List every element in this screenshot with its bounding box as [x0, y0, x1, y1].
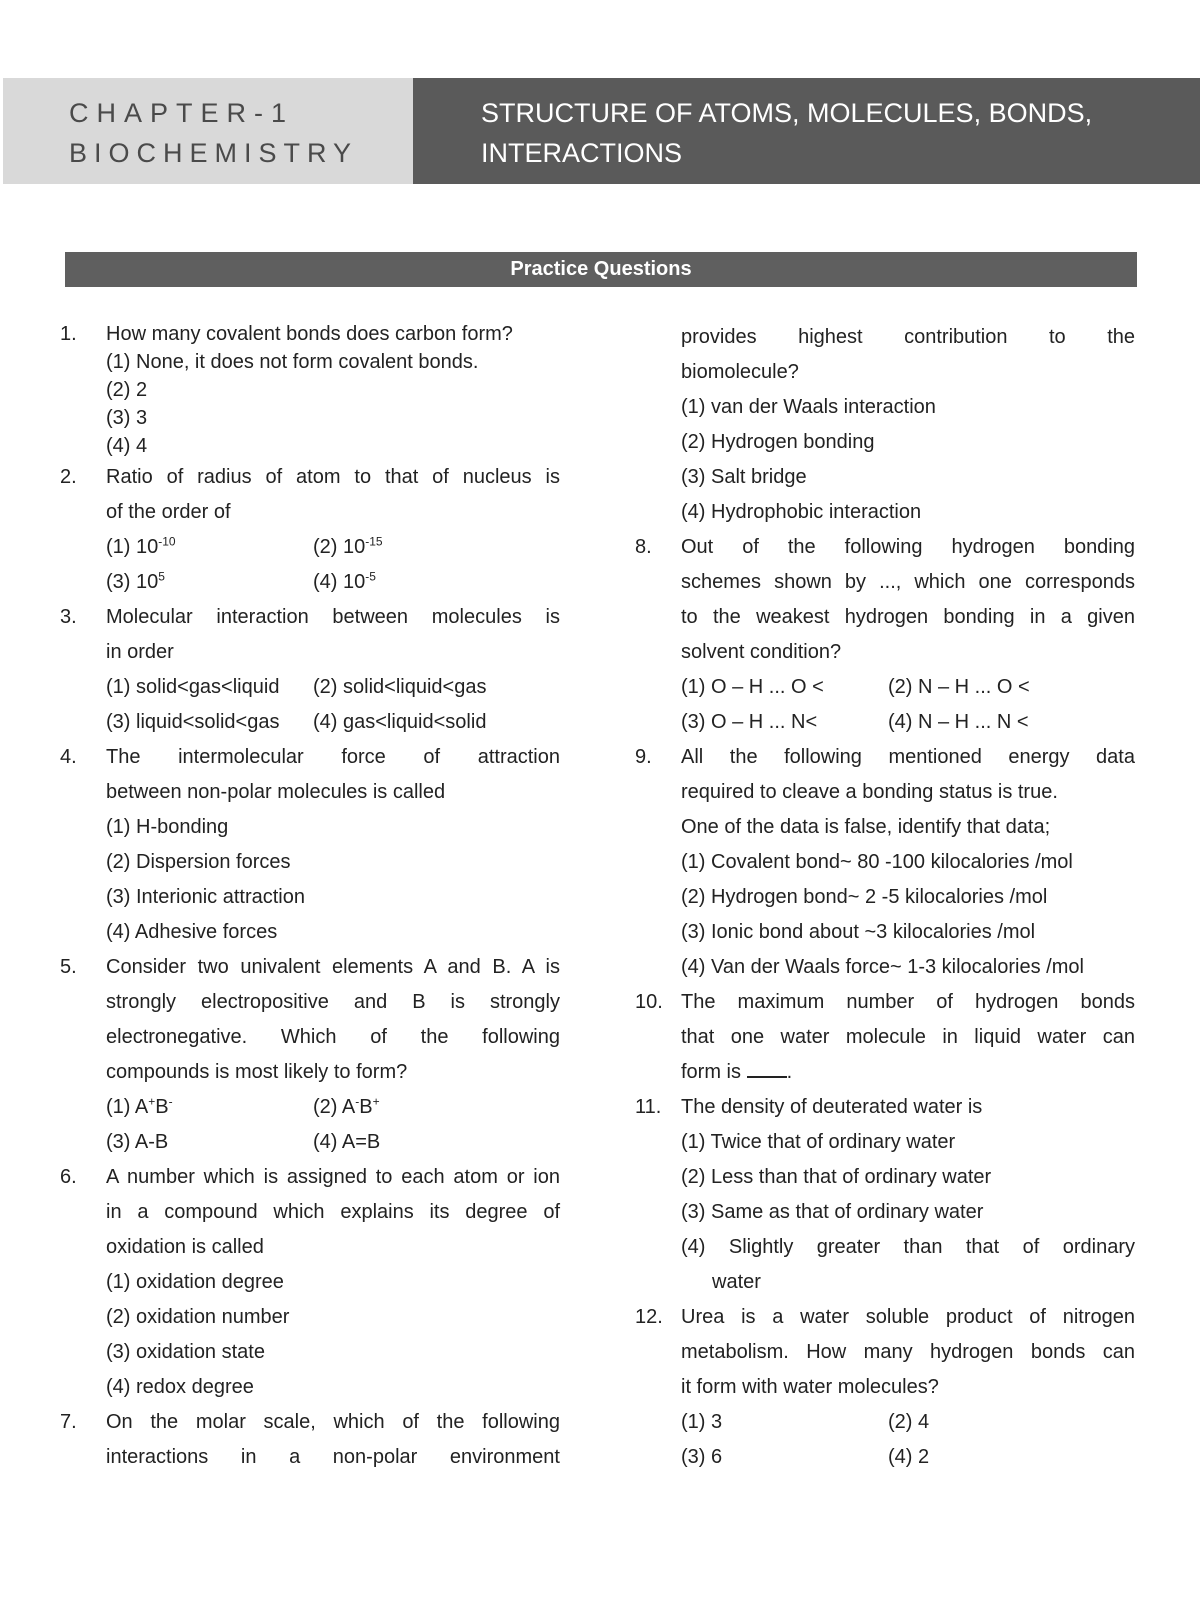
option-2: (2) Hydrogen bond~ 2 -5 kilocalories /mol — [681, 886, 1048, 908]
question-text: How many covalent bonds does carbon form? — [106, 323, 513, 345]
option-2: (2) A-B+ — [313, 1094, 380, 1118]
question-text: A number which is assigned to each atom or ion — [106, 1166, 560, 1188]
option-1: (1) Twice that of ordinary water — [681, 1131, 956, 1153]
question-text-cont: in a compound which explains its degree of — [106, 1201, 560, 1223]
option-1: (1) O – H ... O < — [681, 676, 824, 698]
question-text-cont: interactions in a non-polar environment — [106, 1446, 560, 1468]
option-3: (3) liquid<solid<gas — [106, 711, 280, 733]
option-3: (3) Salt bridge — [681, 466, 807, 488]
option-4: (4) Hydrophobic interaction — [681, 501, 922, 523]
chapter-label-box — [3, 78, 413, 184]
option-3: (3) Interionic attraction — [106, 886, 305, 908]
question-number: 2. — [60, 466, 77, 488]
question-9 — [635, 740, 1135, 985]
option-1: (1) A+B- — [106, 1094, 173, 1118]
option-2: (2) Less than that of ordinary water — [681, 1166, 992, 1188]
question-text: The density of deuterated water is — [681, 1096, 983, 1118]
question-text: Molecular interaction between molecules is — [106, 606, 560, 628]
question-text-cont: strongly electropositive and B is strongly — [106, 991, 560, 1013]
option-4: (4) $10^{-5}$ — [313, 569, 376, 593]
question-text-cont: electronegative. Which of the following — [106, 1026, 560, 1048]
option-2: (2) 4 — [888, 1411, 930, 1433]
option-1: (1) 3 — [681, 1411, 723, 1433]
chapter-subject: BIOCHEMISTRY — [69, 138, 359, 168]
left-column — [60, 320, 560, 1475]
question-1 — [60, 320, 560, 460]
option-4: (4) 2 — [888, 1446, 930, 1468]
option-1: (1) None, it does not form covalent bonds. — [106, 351, 479, 373]
question-text-cont: it form with water molecules? — [681, 1376, 939, 1398]
option-1: (1) van der Waals interaction — [681, 396, 936, 418]
question-number: 10. — [635, 991, 663, 1013]
question-text: The maximum number of hydrogen bonds — [681, 991, 1135, 1013]
option-1: (1) $10^{-10}$ — [106, 534, 176, 558]
question-text-cont: to the weakest hydrogen bonding in a given — [681, 606, 1135, 628]
option-4: (4) redox degree — [106, 1376, 254, 1398]
question-8 — [635, 530, 1135, 740]
section-banner: Practice Questions — [65, 252, 1137, 287]
question-12 — [635, 1300, 1135, 1475]
question-number: 7. — [60, 1411, 77, 1433]
question-6 — [60, 1160, 560, 1405]
option-3: (3) A-B — [106, 1131, 169, 1153]
option-4: (4) gas<liquid<solid — [313, 711, 487, 733]
question-number: 4. — [60, 746, 77, 768]
option-3: (3) O – H ... N< — [681, 711, 818, 733]
question-7-continued — [635, 320, 1135, 530]
option-2: (2) oxidation number — [106, 1306, 290, 1328]
question-text-cont: biomolecule? — [681, 361, 799, 383]
option-4: (4) 4 — [106, 435, 148, 457]
question-text-cont: One of the data is false, identify that data; — [681, 816, 1051, 838]
question-text-cont: compounds is most likely to form? — [106, 1061, 408, 1083]
question-11 — [635, 1090, 1135, 1300]
question-number: 1. — [60, 323, 77, 345]
option-2: (2) Hydrogen bonding — [681, 431, 875, 453]
question-text-cont: in order — [106, 641, 174, 663]
option-2: (2) 2 — [106, 379, 148, 401]
option-4-cont: water — [712, 1271, 761, 1293]
option-4: (4) N – H ... N < — [888, 711, 1029, 733]
question-text-cont: of the order of — [106, 501, 231, 523]
question-4 — [60, 740, 560, 950]
question-5 — [60, 950, 560, 1160]
question-text-cont: that one water molecule in liquid water can — [681, 1026, 1135, 1048]
option-3: (3) Ionic bond about ~3 kilocalories /mol — [681, 921, 1036, 943]
option-3: (3) 6 — [681, 1446, 723, 1468]
option-4: (4) A=B — [313, 1131, 381, 1153]
question-text-cont: oxidation is called — [106, 1236, 264, 1258]
question-text: Consider two univalent elements A and B. A is — [106, 956, 560, 978]
question-7 — [60, 1405, 560, 1475]
question-text: All the following mentioned energy data — [681, 746, 1135, 768]
option-4: (4) Slightly greater than that of ordinary — [681, 1236, 1135, 1258]
question-text-cont: provides highest contribution to the — [681, 326, 1135, 348]
question-text: Out of the following hydrogen bonding — [681, 536, 1135, 558]
question-text-cont: form is . — [681, 1055, 1135, 1090]
option-4: (4) Van der Waals force~ 1-3 kilocalories /mol — [681, 956, 1084, 978]
question-number: 5. — [60, 956, 77, 978]
option-2: (2) $10^{-15}$ — [313, 534, 383, 558]
question-text: Urea is a water soluble product of nitrogen — [681, 1306, 1135, 1328]
option-3: (3) 3 — [106, 407, 148, 429]
question-text: Ratio of radius of atom to that of nucleus is — [106, 466, 560, 488]
chapter-title-line1: STRUCTURE OF ATOMS, MOLECULES, BONDS, — [481, 98, 1093, 128]
option-1: (1) oxidation degree — [106, 1271, 284, 1293]
chapter-number: CHAPTER-1 — [69, 98, 295, 128]
option-1: (1) Covalent bond~ 80 -100 kilocalories /mol — [681, 851, 1073, 873]
question-number: 12. — [635, 1306, 663, 1328]
question-number: 8. — [635, 536, 652, 558]
question-text: On the molar scale, which of the following — [106, 1411, 560, 1433]
question-text-cont: schemes shown by ..., which one corresponds — [681, 571, 1135, 593]
chapter-header — [3, 78, 1200, 184]
question-text-cont: solvent condition? — [681, 641, 842, 663]
chapter-title-line2: INTERACTIONS — [481, 138, 683, 168]
question-text-cont: metabolism. How many hydrogen bonds can — [681, 1341, 1135, 1363]
question-2 — [60, 460, 560, 600]
question-number: 6. — [60, 1166, 77, 1188]
question-text: The intermolecular force of attraction — [106, 746, 560, 768]
option-2: (2) Dispersion forces — [106, 851, 291, 873]
option-4: (4) Adhesive forces — [106, 921, 278, 943]
option-1: (1) H-bonding — [106, 816, 229, 838]
question-number: 9. — [635, 746, 652, 768]
question-number: 3. — [60, 606, 77, 628]
question-number: 11. — [635, 1096, 662, 1118]
chapter-title-box — [413, 78, 1200, 184]
option-3: (3) $10^5$ — [106, 569, 165, 593]
question-text-cont: between non-polar molecules is called — [106, 781, 446, 803]
answer-blank — [747, 1058, 787, 1078]
question-text-cont: required to cleave a bonding status is true. — [681, 781, 1058, 803]
option-2: (2) solid<liquid<gas — [313, 676, 487, 698]
question-3 — [60, 600, 560, 740]
option-2: (2) N – H ... O < — [888, 676, 1030, 698]
question-10 — [635, 985, 1135, 1090]
option-3: (3) oxidation state — [106, 1341, 265, 1363]
option-3: (3) Same as that of ordinary water — [681, 1201, 984, 1223]
right-column — [635, 320, 1135, 1475]
option-1: (1) solid<gas<liquid — [106, 676, 280, 698]
